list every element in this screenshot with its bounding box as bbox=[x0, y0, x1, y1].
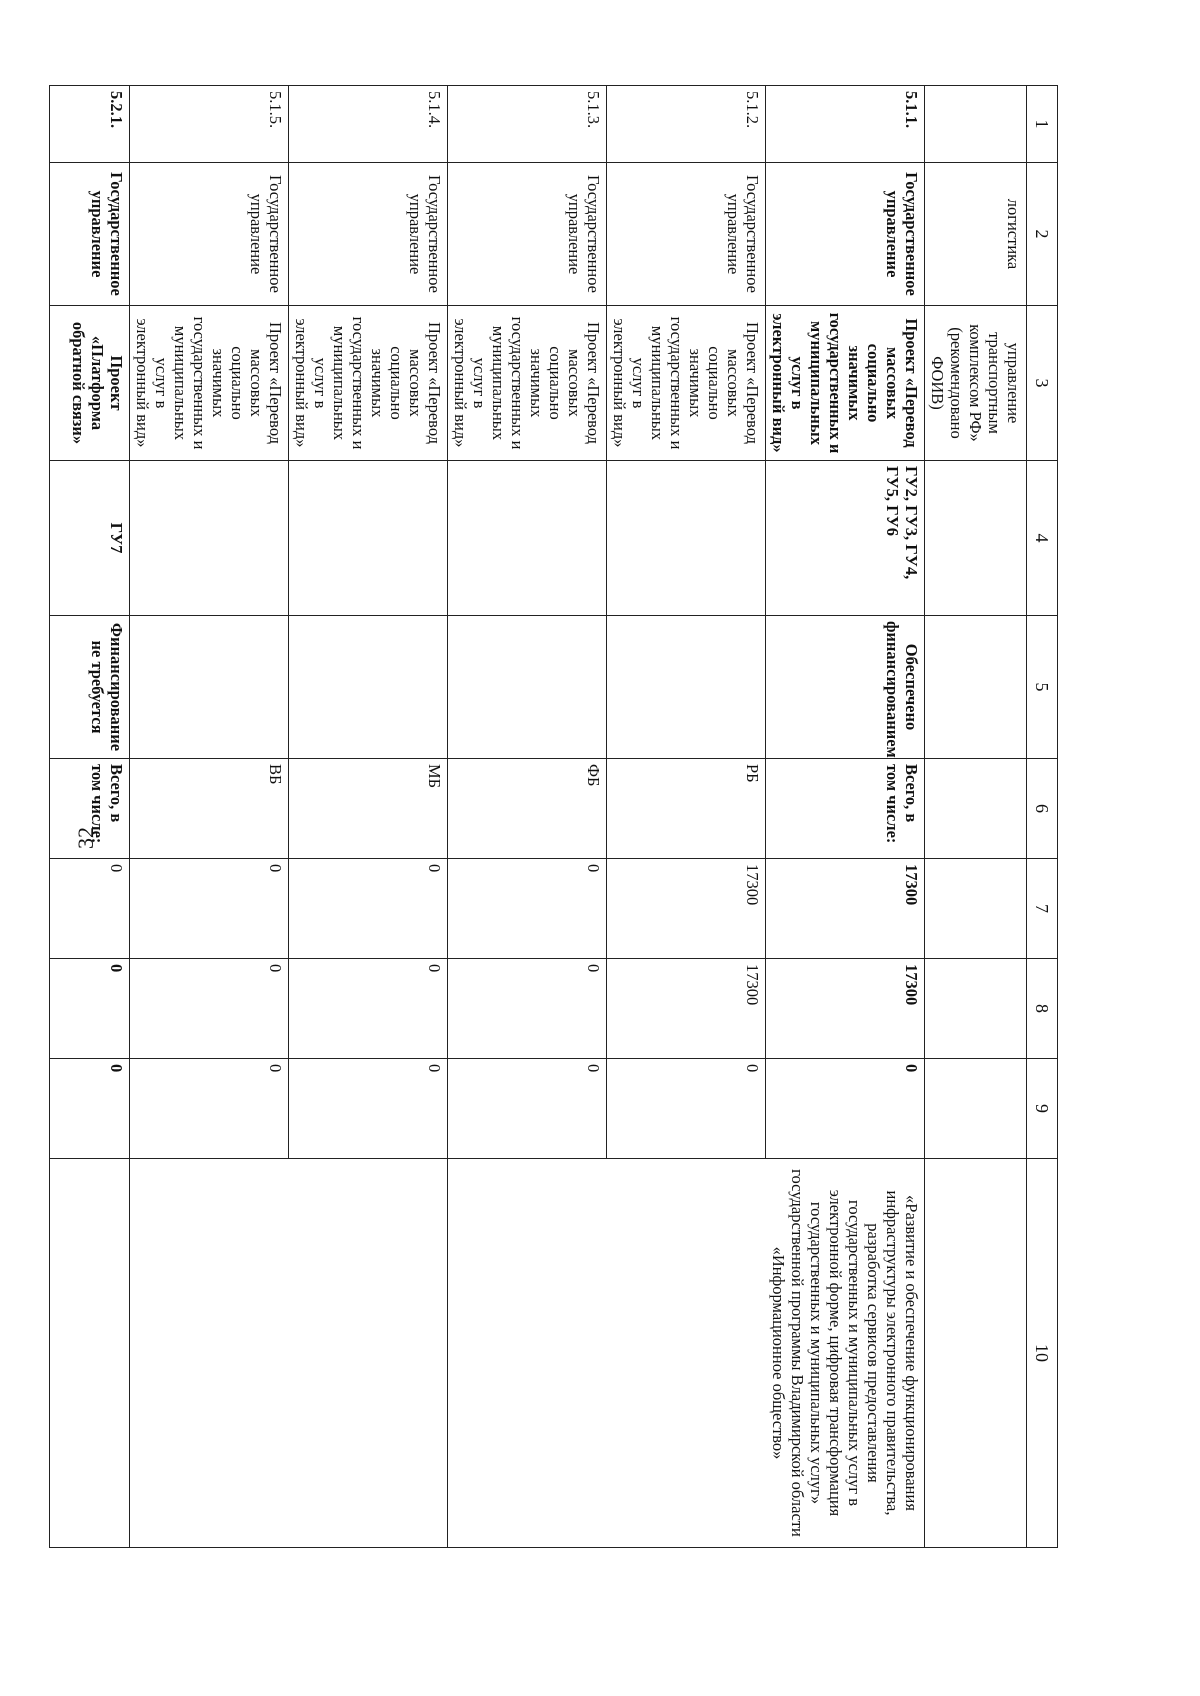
table-row bbox=[289, 86, 448, 1548]
cell-status bbox=[925, 616, 1027, 759]
header-cell: 7 bbox=[1027, 859, 1058, 959]
table-row bbox=[50, 86, 130, 1548]
cell-project: Проект «Платформа обратной связи» bbox=[50, 306, 130, 461]
cell-project: Проект «Перевод массовых социально значимых государственных и муниципальных услуг в электронный вид» bbox=[448, 306, 607, 461]
cell-source: ВБ bbox=[130, 759, 289, 859]
cell-status: Обеспечено финансированием bbox=[766, 616, 925, 759]
cell-project: Проект «Перевод массовых социально значимых государственных и муниципальных услуг в электронный вид» bbox=[607, 306, 766, 461]
cell-indicators bbox=[607, 461, 766, 616]
cell-project: Проект «Перевод массовых социально значимых государственных и муниципальных услуг в электронный вид» bbox=[766, 306, 925, 461]
cell-indicators bbox=[130, 461, 289, 616]
cell-c9: 0 bbox=[130, 1059, 289, 1159]
cell-c9: 0 bbox=[607, 1059, 766, 1159]
cell-c9: 0 bbox=[766, 1059, 925, 1159]
header-cell: 5 bbox=[1027, 616, 1058, 759]
cell-c8: 17300 bbox=[607, 959, 766, 1059]
cell-c8: 17300 bbox=[766, 959, 925, 1059]
header-cell: 3 bbox=[1027, 306, 1058, 461]
cell-status bbox=[130, 616, 289, 759]
cell-num: 5.1.1. bbox=[766, 86, 925, 163]
cell-project: управление транспортным комплексом РФ» (рекомендовано ФОИВ) bbox=[925, 306, 1027, 461]
header-cell: 4 bbox=[1027, 461, 1058, 616]
cell-c7: 0 bbox=[448, 859, 607, 959]
cell-c9: 0 bbox=[448, 1059, 607, 1159]
cell-c10 bbox=[925, 1159, 1027, 1548]
cell-c8: 0 bbox=[130, 959, 289, 1059]
table-row bbox=[925, 86, 1027, 1548]
cell-c9: 0 bbox=[50, 1059, 130, 1159]
cell-project: Проект «Перевод массовых социально значимых государственных и муниципальных услуг в электронный вид» bbox=[289, 306, 448, 461]
cell-status bbox=[289, 616, 448, 759]
cell-project: Проект «Перевод массовых социально значимых государственных и муниципальных услуг в электронный вид» bbox=[130, 306, 289, 461]
financing-table bbox=[49, 85, 1058, 1548]
cell-c8: 0 bbox=[50, 959, 130, 1059]
cell-c7: 0 bbox=[130, 859, 289, 959]
cell-num: 5.2.1. bbox=[50, 86, 130, 163]
cell-c7 bbox=[925, 859, 1027, 959]
header-cell: 1 bbox=[1027, 86, 1058, 163]
cell-sector: логистика bbox=[925, 163, 1027, 306]
cell-sector: Государственное управление bbox=[50, 163, 130, 306]
cell-source: МБ bbox=[289, 759, 448, 859]
cell-c7: 17300 bbox=[766, 859, 925, 959]
cell-sector: Государственное управление bbox=[289, 163, 448, 306]
cell-sector: Государственное управление bbox=[448, 163, 607, 306]
cell-c10 bbox=[50, 1159, 130, 1548]
cell-indicators bbox=[448, 461, 607, 616]
cell-indicators: ГУ7 bbox=[50, 461, 130, 616]
header-cell: 6 bbox=[1027, 759, 1058, 859]
cell-sector: Государственное управление bbox=[607, 163, 766, 306]
cell-c7: 17300 bbox=[607, 859, 766, 959]
cell-source bbox=[925, 759, 1027, 859]
cell-c7: 0 bbox=[289, 859, 448, 959]
cell-c10-merged: «Развитие и обеспечение функционирования инфраструктуры электронного правительства, разработка сервисов предоставления государственных и муниципальных услуг в электронной форме, цифровая трансформация государственных и муниципальных услуг» государственной программы Владимирской области «Информационное общество» bbox=[448, 1159, 925, 1548]
cell-num bbox=[925, 86, 1027, 163]
page-number: 32 bbox=[73, 827, 98, 849]
cell-c9 bbox=[925, 1059, 1027, 1159]
table-row bbox=[766, 86, 925, 1548]
cell-c8: 0 bbox=[289, 959, 448, 1059]
header-cell: 8 bbox=[1027, 959, 1058, 1059]
cell-num: 5.1.4. bbox=[289, 86, 448, 163]
cell-indicators bbox=[289, 461, 448, 616]
cell-status bbox=[448, 616, 607, 759]
header-row bbox=[1027, 86, 1058, 1548]
header-cell: 9 bbox=[1027, 1059, 1058, 1159]
cell-c8 bbox=[925, 959, 1027, 1059]
cell-source: Всего, в том числе: bbox=[766, 759, 925, 859]
cell-c9: 0 bbox=[289, 1059, 448, 1159]
cell-num: 5.1.2. bbox=[607, 86, 766, 163]
cell-status bbox=[607, 616, 766, 759]
cell-indicators bbox=[925, 461, 1027, 616]
cell-c10-empty bbox=[130, 1159, 448, 1548]
cell-num: 5.1.3. bbox=[448, 86, 607, 163]
cell-c7: 0 bbox=[50, 859, 130, 959]
cell-source: РБ bbox=[607, 759, 766, 859]
cell-source: ФБ bbox=[448, 759, 607, 859]
header-cell: 2 bbox=[1027, 163, 1058, 306]
cell-sector: Государственное управление bbox=[130, 163, 289, 306]
cell-source: Всего, в том числе: bbox=[50, 759, 130, 859]
cell-indicators: ГУ2, ГУ3, ГУ4, ГУ5, ГУ6 bbox=[766, 461, 925, 616]
header-cell: 10 bbox=[1027, 1159, 1058, 1548]
cell-status: Финансирование не требуется bbox=[50, 616, 130, 759]
cell-sector: Государственное управление bbox=[766, 163, 925, 306]
cell-c8: 0 bbox=[448, 959, 607, 1059]
cell-num: 5.1.5. bbox=[130, 86, 289, 163]
